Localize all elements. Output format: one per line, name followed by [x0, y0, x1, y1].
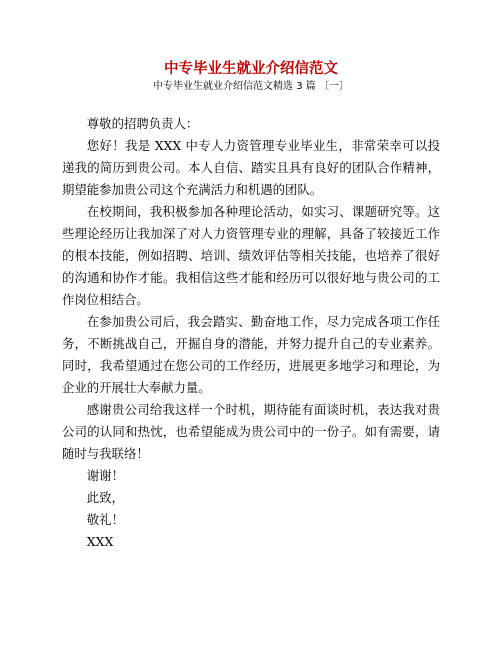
- paragraph-school: 在校期间，我积极参加各种理论活动，如实习、课题研究等。这些理论经历让我加深了对人力资管理专业的理解，具备了较接近工作的根本技能，例如招聘、培训、绩效评估等相关技能，也培养了很好的沟通和协作才能。我相信这些才能和经历可以很好地与贵公司的工作岗位相结合。: [62, 204, 440, 307]
- document-title: 中专毕业生就业介绍信范文: [164, 61, 338, 77]
- salutation: 尊敬的招聘负责人：: [86, 116, 199, 131]
- signature: XXX: [86, 534, 114, 549]
- paragraph-intro: 您好！我是 XXX 中专人力资管理专业毕业生，非常荣幸可以投递我的简历到贵公司。本人自信、踏实且具有良好的团队合作精神，期望能参加贵公司这个充满活力和机遇的团队。: [62, 138, 440, 197]
- paragraph-commitment: 在参加贵公司后，我会踏实、勤奋地工作，尽力完成各项工作任务，不断挑战自己，开掘自身的潜能，并努力提升自己的专业素养。同时，我希望通过在您公司的工作经历，进展更多地学习和理论，为企业的开展壮大奉献力量。: [62, 314, 440, 395]
- document-subtitle: 中专毕业生就业介绍信范文精选 3 篇 〔一〕: [153, 81, 349, 92]
- closing-line-1: 此致，: [86, 490, 124, 505]
- thanks-line: 谢谢！: [86, 468, 124, 483]
- letter-body: [62, 113, 440, 553]
- closing-line-2: 敬礼！: [86, 512, 124, 527]
- paragraph-thanks: 感谢贵公司给我这样一个时机，期待能有面谈时机，表达我对贵公司的认同和热忱，也希望能成为贵公司中的一份子。如有需要，请随时与我联络！: [62, 402, 440, 461]
